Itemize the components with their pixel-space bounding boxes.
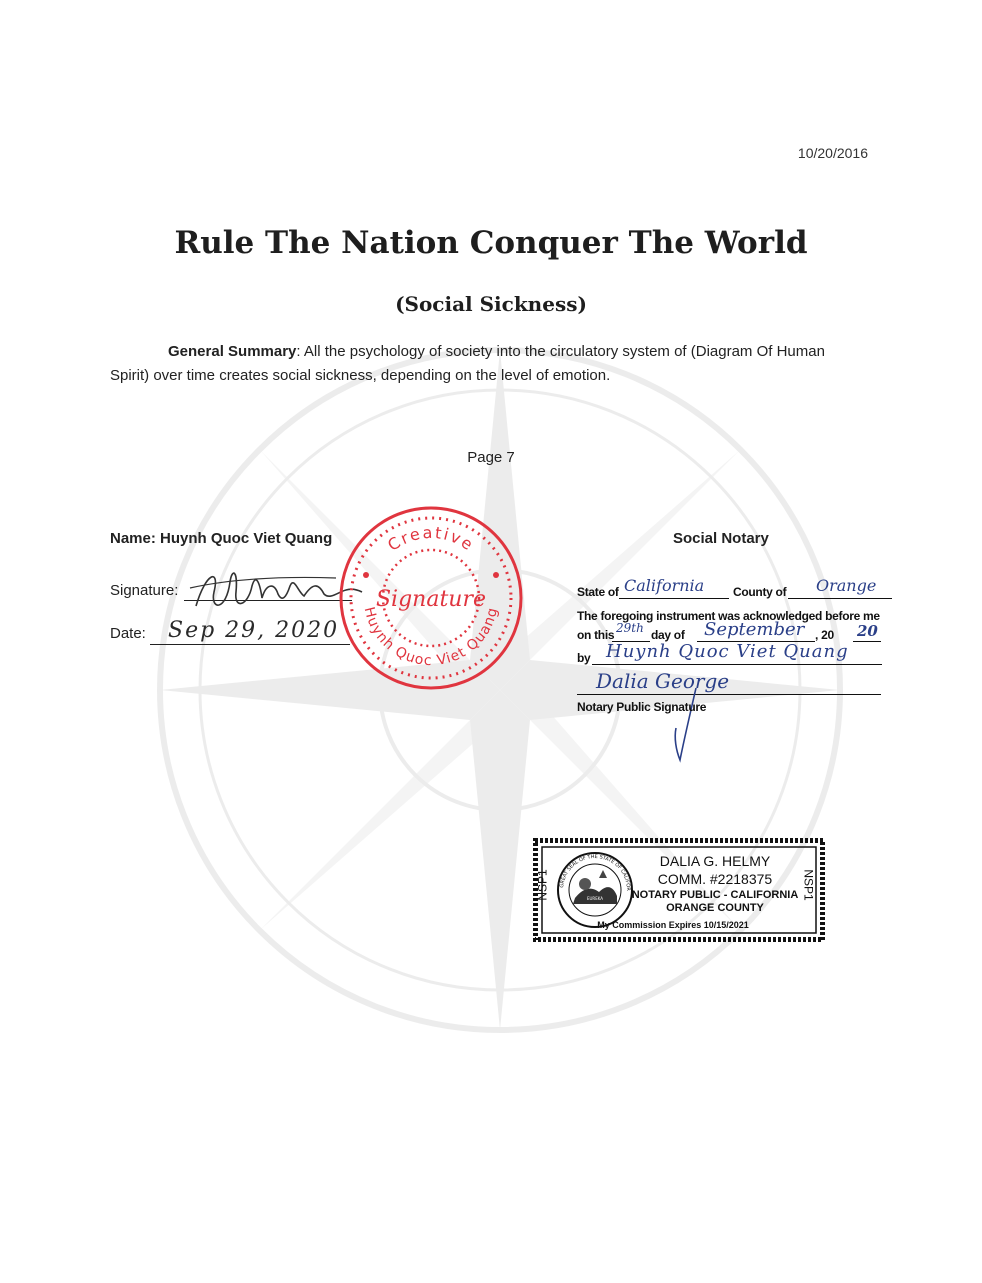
creative-signature-seal (338, 505, 524, 691)
stamp-side-code-left: NSP1 (535, 869, 550, 901)
notary-signature-line (577, 694, 881, 695)
state-label: State of (577, 585, 619, 599)
document-date: 10/20/2016 (797, 145, 868, 161)
notary-heading: Social Notary (673, 530, 769, 547)
notary-handwritten-signature: Dalia George (596, 669, 730, 693)
stamp-expiration: My Commission Expires 10/15/2021 (597, 920, 749, 930)
handwritten-date: Sep 29, 2020 (168, 618, 340, 643)
stamp-title: NOTARY PUBLIC - CALIFORNIA (631, 889, 799, 901)
summary-text: : All the psychology of society into the circulatory system of (Diagram Of Human Spirit) over time creates social sickness, depending on the level of emotion. (110, 343, 825, 384)
summary-label: General Summary (168, 343, 297, 360)
stamp-side-code-right: NSP1 (801, 869, 816, 901)
day-suffix: day of (651, 628, 685, 642)
day-value: 29th (616, 621, 644, 635)
notary-signature-tail (666, 684, 706, 764)
document-title: Rule The Nation Conquer The World (174, 225, 808, 261)
notary-signature-label: Notary Public Signature (577, 700, 707, 714)
seal-center-text: Signature (375, 587, 487, 612)
by-line (592, 664, 882, 665)
date-line (150, 644, 350, 645)
by-label: by (577, 651, 591, 665)
acknowledgement-text: The foregoing instrument was acknowledged before me (577, 609, 880, 623)
state-line (619, 598, 729, 599)
day-prefix: on this (577, 628, 615, 642)
month-value: September (704, 619, 805, 640)
page-number: Page 7 (467, 449, 515, 466)
seal-top-text: Creative (384, 522, 478, 555)
notary-stamp (533, 838, 825, 942)
year-line (853, 641, 881, 642)
state-value: California (624, 576, 705, 595)
author-name: Name: Huynh Quoc Viet Quang (110, 530, 333, 547)
stamp-county: ORANGE COUNTY (666, 902, 764, 914)
date-label: Date: (110, 625, 146, 642)
year-prefix: , 20 (815, 628, 834, 642)
seal-ring-text: GREAT SEAL OF THE STATE OF CALIFOR (559, 853, 632, 891)
seal-center-motto: EUREKA (586, 896, 604, 901)
stamp-commission: COMM. #2218375 (657, 871, 773, 887)
signature-label: Signature: (110, 582, 179, 599)
county-label: County of (733, 585, 787, 599)
year-value: 20 (857, 622, 878, 640)
seal-bottom-text: Huynh Quoc Viet Quang (360, 605, 502, 670)
general-summary (110, 340, 850, 388)
county-value: Orange (816, 576, 877, 595)
california-state-seal (555, 850, 635, 930)
county-line (788, 598, 892, 599)
document-subtitle: (Social Sickness) (395, 292, 587, 316)
stamp-notary-name: DALIA G. HELMY (659, 853, 771, 869)
by-value: Huynh Quoc Viet Quang (606, 641, 849, 662)
